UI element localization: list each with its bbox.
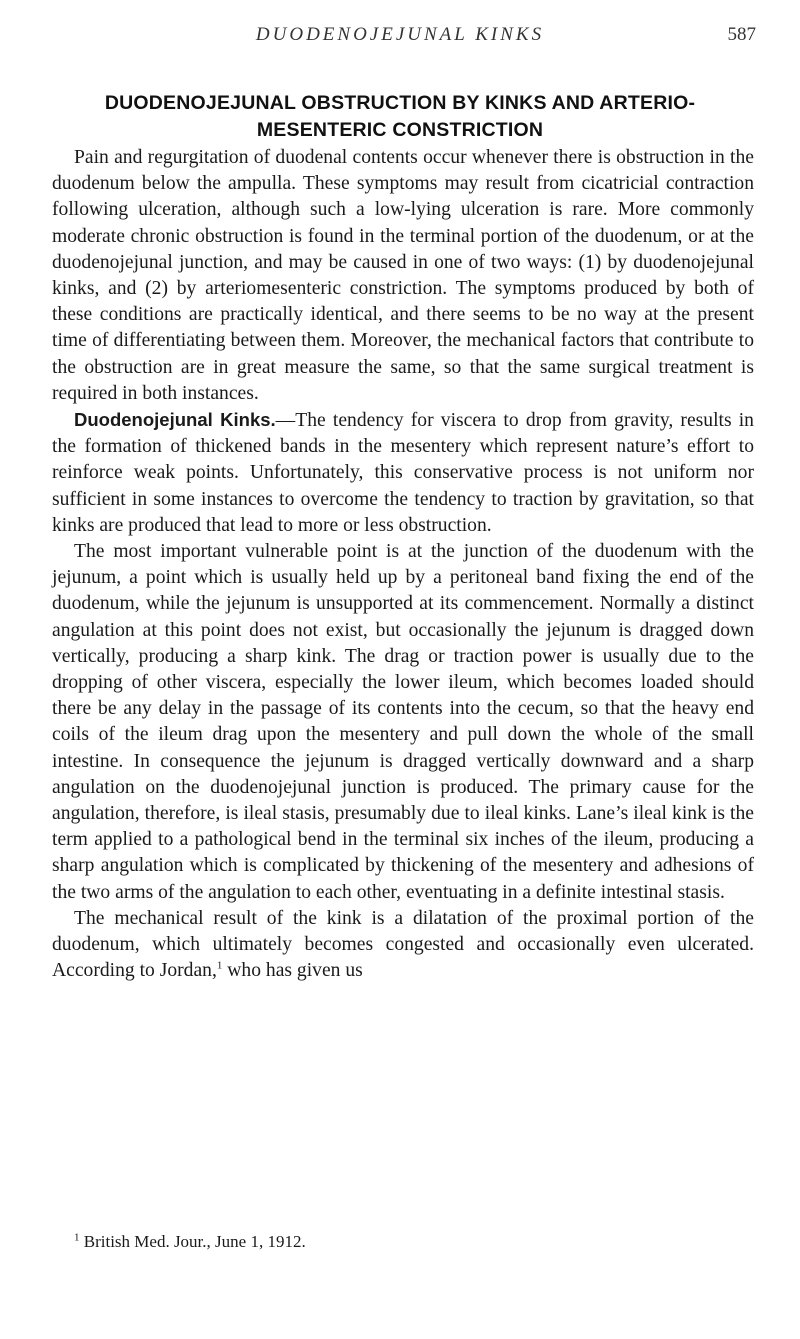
page-number: 587	[727, 24, 756, 45]
paragraph: Pain and regurgitation of duodenal contents occur whenever there is obstruction in the duodenum below the ampulla. These symptoms may result from cicatricial contraction following ulceration, although such a low-lying ulceration is rare. More commonly moderate chronic obstruction is found in the terminal portion of the duodenum, or at the duodenojejunal junction, and may be caused in one of two ways: (1) by duodenojejunal kinks, and (2) by arteriomesenteric constriction. The symptoms produced by both of these conditions are practically identical, and there seems to be no way at the present time of differentiating between them. Moreover, the mechanical factors that contribute to the obstruction are in great measure the same, so that the same surgical treatment is required in both instances.	[52, 147, 754, 404]
body-text	[52, 145, 754, 985]
footnote-marker: 1	[74, 1231, 80, 1244]
section-heading: DUODENOJEJUNAL OBSTRUCTION BY KINKS AND ARTERIO-MESENTERIC CONSTRICTION	[104, 92, 696, 141]
footnote	[74, 1232, 754, 1252]
paragraph-text: The mechanical result of the kink is a dilatation of the proximal portion of the duodenum, which ultimately becomes congested and occasionally even ulcerated. According to Jordan,	[52, 907, 754, 982]
paragraph-text: who has given us	[222, 960, 363, 982]
footnote-text: British Med. Jour., June 1, 1912.	[79, 1232, 306, 1251]
paragraph	[52, 906, 754, 985]
paragraph	[52, 407, 754, 539]
footnote-reference: 1	[216, 959, 223, 972]
subsection-heading: Duodenojejunal Kinks.	[74, 409, 276, 431]
running-title: DUODENOJEJUNAL KINKS	[255, 24, 545, 45]
paragraph-text: —The tendency for viscera to drop from gravity, results in the formation of thickened bands in the mesentery which represent nature’s effort to reinforce weak points. Unfortunately, this conservative process is not uniform nor sufficient in some instances to overcome the tendency to traction by gravitation, so that kinks are produced that lead to more or less obstruction.	[52, 410, 754, 536]
running-header	[0, 24, 800, 54]
paragraph: The most important vulnerable point is at the junction of the duodenum with the jejunum, a point which is usually held up by a peritoneal band fixing the end of the duodenum, while the jejunum is unsupported at its commencement. Normally a distinct angulation at this point does not exist, but occasionally the jejunum is dragged down vertically, producing a sharp kink. The drag or traction power is usually due to the dropping of other viscera, especially the lower ileum, which becomes loaded should there be any delay in the passage of its contents into the cecum, so that the heavy end coils of the ileum drag upon the mesentery and pull down the whole of the small intestine. In consequence the jejunum is dragged vertically downward and a sharp angulation on the duodenojejunal junction is produced. The primary cause for the angulation, therefore, is ileal stasis, presumably due to ileal kinks. Lane’s ileal kink is the term applied to a pathological bend in the terminal six inches of the ileum, producing a sharp angulation which is complicated by thickening of the mesentery and adhesions of the two arms of the angulation to each other, eventuating in a definite intestinal stasis.	[52, 541, 754, 903]
